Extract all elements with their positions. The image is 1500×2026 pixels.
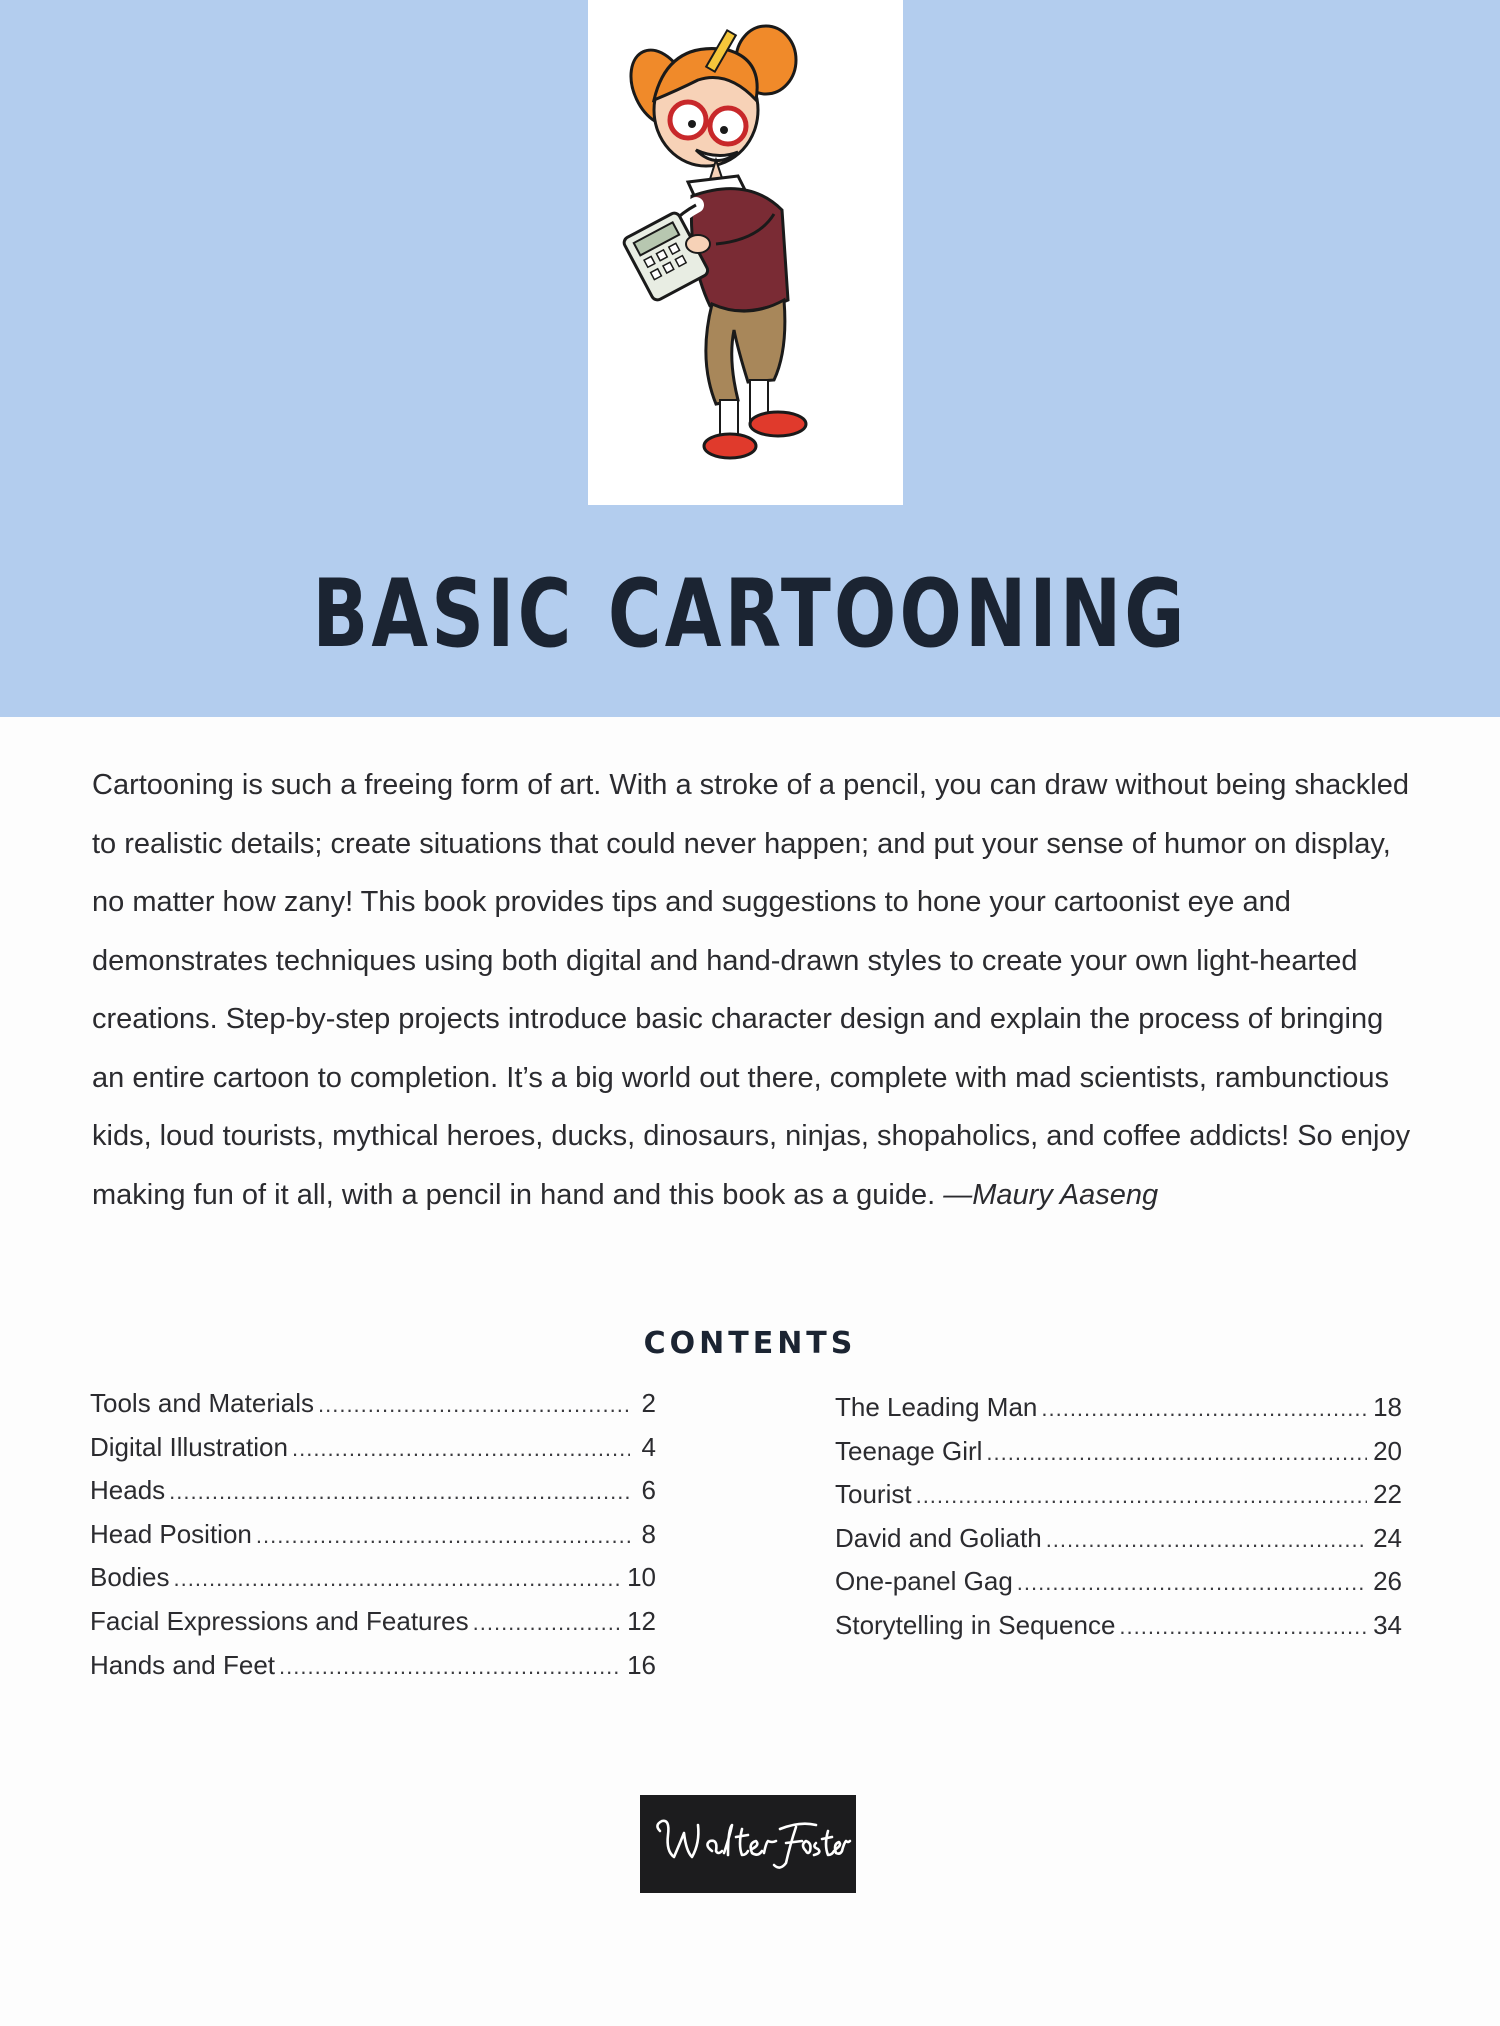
toc-leader-dots: [986, 1440, 1367, 1466]
toc-item: [835, 1479, 1402, 1523]
publisher-logo: [640, 1795, 856, 1893]
toc-item-label: Bodies: [90, 1562, 170, 1593]
toc-item-label: The Leading Man: [835, 1392, 1038, 1422]
toc-item: [835, 1566, 1402, 1610]
toc-leader-dots: [1041, 1396, 1367, 1422]
toc-item: [835, 1523, 1402, 1567]
toc-leader-dots: [916, 1483, 1368, 1509]
toc-leader-dots: [256, 1523, 630, 1549]
toc-item: [90, 1606, 656, 1650]
toc-item-label: David and Goliath: [835, 1522, 1042, 1553]
toc-item: [90, 1562, 656, 1606]
toc-item-page: 18: [1373, 1392, 1402, 1422]
toc-item-page: 20: [1373, 1435, 1402, 1466]
toc-item-page: 4: [641, 1431, 656, 1462]
contents-heading: CONTENTS: [643, 1326, 857, 1361]
toc-item: [90, 1432, 656, 1476]
toc-leader-dots: [279, 1654, 621, 1680]
toc-item: [835, 1392, 1402, 1436]
toc-item: [90, 1650, 656, 1694]
toc-item-page: 10: [627, 1562, 656, 1593]
toc-leader-dots: [1017, 1570, 1367, 1596]
cartoon-girl-icon: [588, 0, 903, 505]
intro-text: Cartooning is such a freeing form of art. With a stroke of a pencil, you can draw without being shackled to realistic details; create situations that could never happen; and put your sense of humor on display, no matter how zany! This book provides tips and suggestions to hone your cartoonist eye and demonstrates techniques using both digital and hand-drawn styles to create your own light-hearted creations. Step-by-step projects introduce basic character design and explain the process of bringing an entire cartoon to completion. It’s a big world out there, complete with mad scientists, rambunctious kids, loud tourists, mythical heroes, ducks, dinosaurs, ninjas, shopaholics, and coffee addicts! So enjoy making fun of it all, with a pencil in hand and this book as a guide.: [92, 769, 1411, 1211]
toc-leader-dots: [169, 1479, 630, 1505]
walter-foster-logo-icon: [640, 1795, 856, 1893]
toc-item-label: Digital Illustration: [90, 1431, 288, 1462]
toc-item-label: Head Position: [90, 1518, 252, 1549]
toc-item: [90, 1519, 656, 1563]
toc-item-page: 22: [1373, 1479, 1402, 1510]
toc-item-page: 26: [1373, 1566, 1402, 1597]
toc-item-label: Teenage Girl: [835, 1435, 983, 1466]
toc-right-column: [835, 1392, 1402, 1654]
toc-item: [835, 1610, 1402, 1654]
toc-item: [835, 1436, 1402, 1480]
toc-item-page: 24: [1373, 1522, 1402, 1553]
toc-item-label: Storytelling in Sequence: [835, 1609, 1116, 1640]
toc-item-page: 34: [1373, 1609, 1402, 1640]
toc-item-label: Hands and Feet: [90, 1649, 276, 1680]
toc-item-label: Facial Expressions and Features: [90, 1605, 469, 1636]
toc-item-label: Tourist: [835, 1479, 912, 1510]
illustration-card: [588, 0, 903, 505]
toc-left-column: [90, 1388, 656, 1693]
toc-item: [90, 1388, 656, 1432]
toc-item-page: 8: [641, 1518, 656, 1549]
toc-leader-dots: [318, 1392, 630, 1418]
toc-item-page: 6: [641, 1475, 656, 1506]
intro-paragraph: [92, 756, 1422, 1224]
toc-leader-dots: [292, 1436, 630, 1462]
toc-item-page: 2: [641, 1388, 656, 1418]
toc-item-page: 16: [627, 1649, 656, 1680]
toc-item-page: 12: [627, 1605, 656, 1636]
toc-leader-dots: [174, 1566, 622, 1592]
intro-signature: —Maury Aaseng: [943, 1178, 1159, 1211]
toc-item: [90, 1475, 656, 1519]
toc-item-label: Tools and Materials: [90, 1388, 314, 1418]
toc-leader-dots: [1046, 1527, 1367, 1553]
toc-item-label: One-panel Gag: [835, 1566, 1013, 1597]
book-title: BASIC CARTOONING: [312, 560, 1188, 669]
toc-item-label: Heads: [90, 1475, 166, 1506]
toc-leader-dots: [473, 1610, 621, 1636]
toc-leader-dots: [1119, 1614, 1367, 1640]
